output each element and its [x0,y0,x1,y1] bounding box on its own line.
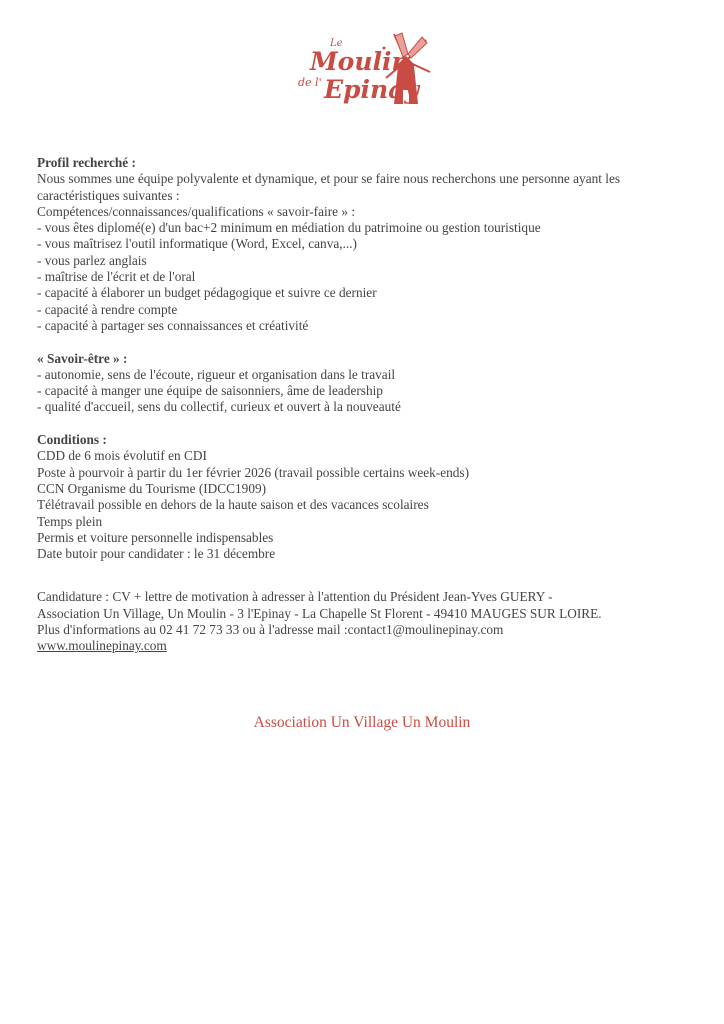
logo-text-de: de l' [298,76,322,89]
list-item: - capacité à élaborer un budget pédagogique et suivre ce dernier [37,285,377,301]
list-item: - capacité à rendre compte [37,301,178,317]
list-item: - vous parlez anglais [37,252,147,268]
job-offer-body [37,155,697,655]
list-item: - maîtrise de l'écrit et de l'oral [37,269,196,285]
candidature-line: Candidature : CV + lettre de motivation à adresser à l'attention du Président Jean-Yves GUERY - [37,589,553,605]
windmill-logo-icon [298,26,438,108]
logo-text-le: Le [330,38,343,49]
savoir-etre-title: « Savoir-être » : [37,350,128,366]
website-link[interactable]: www.moulinepinay.com [37,638,167,654]
list-item: - capacité à manger une équipe de saisonniers, âme de leadership [37,383,383,399]
list-item: Temps plein [37,513,103,529]
savoir-etre-section [37,351,697,416]
list-item: - vous êtes diplomé(e) d'un bac+2 minimum en médiation du patrimoine ou gestion touristique [37,220,541,236]
profil-subtitle: Compétences/connaissances/qualifications « savoir-faire » : [37,203,356,219]
candidature-line: Association Un Village, Un Moulin - 3 l'Epinay - La Chapelle St Florent - 49410 MAUGES SUR LOIRE. [37,605,602,621]
list-item: Permis et voiture personnelle indispensables [37,529,274,545]
list-item: - autonomie, sens de l'écoute, rigueur et organisation dans le travail [37,366,396,382]
list-item: Poste à pourvoir à partir du 1er février 2026 (travail possible certains week-ends) [37,464,469,480]
list-item: - qualité d'accueil, sens du collectif, curieux et ouvert à la nouveauté [37,399,401,415]
candidature-line: Plus d'informations au 02 41 72 73 33 ou à l'adresse mail :contact1@moulinepinay.com [37,622,504,638]
logo-text-epinay: Epinay [324,75,419,104]
candidature-section [37,589,697,654]
conditions-section [37,432,697,562]
profil-title: Profil recherché : [37,155,136,170]
moulin-epinay-logo [298,26,438,108]
logo-text-moulin: Moulin [310,47,410,76]
list-item: Télétravail possible en dehors de la haute saison et des vacances scolaires [37,497,429,513]
association-footer: Association Un Village Un Moulin [253,714,471,731]
list-item: Date butoir pour candidater : le 31 décembre [37,546,276,562]
list-item: CDD de 6 mois évolutif en CDI [37,448,207,464]
profil-section [37,155,697,334]
list-item: - capacité à partager ses connaissances et créativité [37,317,309,333]
conditions-title: Conditions : [37,432,107,448]
list-item: CCN Organisme du Tourisme (IDCC1909) [37,480,267,496]
profil-intro: Nous sommes une équipe polyvalente et dynamique, et pour se faire nous recherchons une personne ayant les caractéristiques suivantes : [37,171,621,203]
list-item: - vous maîtrisez l'outil informatique (Word, Excel, canva,...) [37,236,357,252]
